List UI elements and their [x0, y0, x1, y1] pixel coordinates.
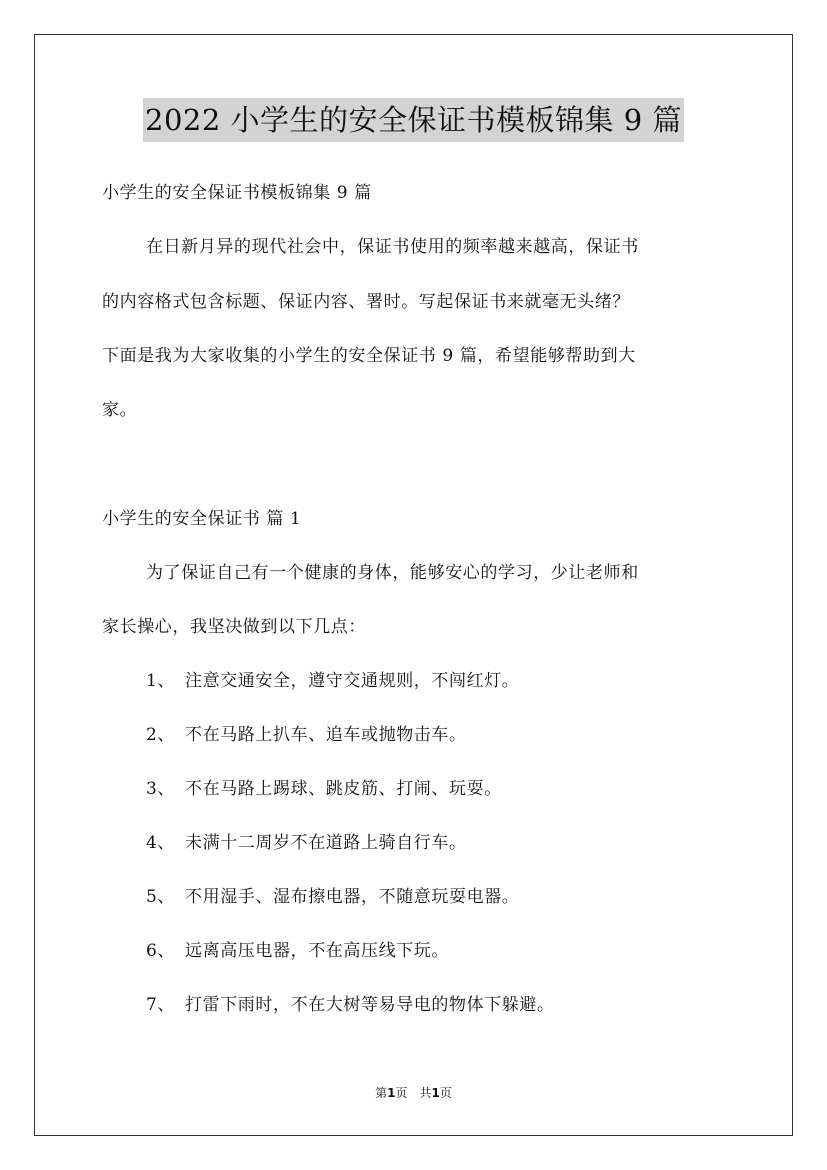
document-subtitle: 小学生的安全保证书模板锦集 9 篇	[102, 183, 372, 203]
list-item-number: 7、	[146, 995, 176, 1015]
section-intro-line-2: 家长操心，我坚决做到以下几点：	[102, 617, 366, 637]
list-item-text: 远离高压电器，不在高压线下玩。	[185, 941, 449, 961]
intro-line-1: 在日新月异的现代社会中，保证书使用的频率越来越高，保证书	[146, 237, 639, 257]
footer-suffix: 页	[439, 1086, 452, 1100]
section-intro-line-1: 为了保证自己有一个健康的身体，能够安心的学习，少让老师和	[146, 563, 639, 583]
list-item-text: 未满十二周岁不在道路上骑自行车。	[185, 833, 467, 853]
list-item-number: 4、	[146, 833, 176, 853]
list-item-number: 1、	[146, 671, 176, 691]
list-item-text: 打雷下雨时，不在大树等易导电的物体下躲避。	[185, 995, 555, 1015]
section-heading: 小学生的安全保证书 篇 1	[102, 509, 302, 529]
intro-line-4: 家。	[102, 400, 138, 420]
intro-line-2: 的内容格式包含标题、保证内容、署时。写起保证书来就毫无头绪？	[102, 292, 630, 312]
list-item-text: 不用湿手、湿布擦电器，不随意玩耍电器。	[185, 887, 520, 907]
list-item-text: 注意交通安全，遵守交通规则，不闯红灯。	[185, 671, 520, 691]
document-title: 2022 小学生的安全保证书模板锦集 9 篇	[143, 98, 684, 142]
list-item-number: 6、	[146, 941, 176, 961]
title-container	[0, 98, 827, 142]
footer-page-number: 1	[387, 1086, 396, 1100]
footer-total-pages: 1	[431, 1086, 440, 1100]
list-item-number: 5、	[146, 887, 176, 907]
list-item-text: 不在马路上扒车、追车或抛物击车。	[185, 725, 467, 745]
list-item-number: 2、	[146, 725, 176, 745]
page-footer	[0, 1084, 827, 1101]
intro-line-3: 下面是我为大家收集的小学生的安全保证书 9 篇，希望能够帮助到大	[102, 346, 636, 366]
list-item-text: 不在马路上踢球、跳皮筋、打闹、玩耍。	[185, 779, 502, 799]
list-item-number: 3、	[146, 779, 176, 799]
footer-mid: 页 共	[395, 1086, 432, 1100]
footer-prefix: 第	[375, 1086, 388, 1100]
